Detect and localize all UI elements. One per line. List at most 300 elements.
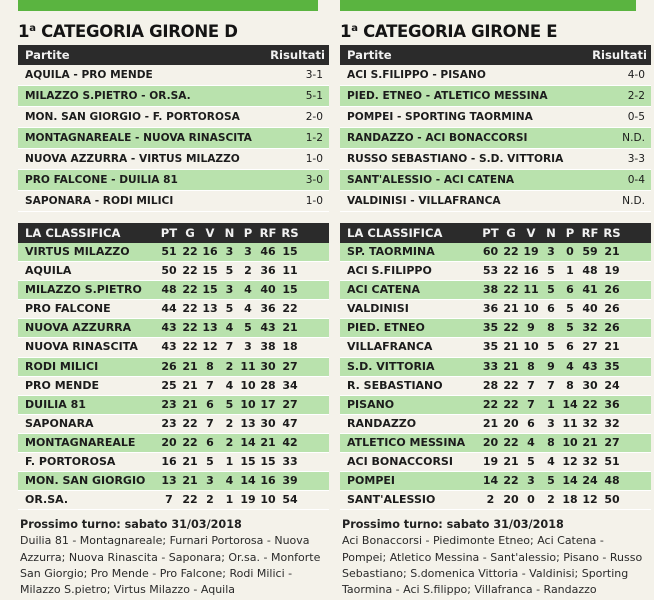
title-text: CATEGORIA GIRONE D (35, 22, 238, 41)
stat-cell: 43 (582, 359, 598, 373)
stat-cell: 7 (225, 340, 234, 354)
stat-cell: 35 (482, 321, 499, 335)
stat-cell: 14 (240, 435, 256, 449)
stat-cell: 22 (182, 493, 198, 507)
stat-cell: 32 (582, 455, 598, 469)
stat-cell: 20 (503, 416, 519, 430)
stat-cell: 8 (566, 378, 574, 392)
stat-cell: 22 (503, 321, 519, 335)
standings-table (18, 243, 329, 510)
next-round-title: Prossimo turno: sabato 31/03/2018 (20, 518, 242, 532)
stat-cell: 6 (527, 416, 535, 430)
stat-cell: 3 (225, 283, 234, 297)
stat-cell: 43 (161, 321, 177, 335)
stat-cell: 47 (282, 416, 298, 430)
matches-header-label: Partite (25, 48, 70, 62)
team-name: ACI CATENA (347, 283, 420, 297)
stat-cell: 7 (206, 378, 214, 392)
standings-title: LA CLASSIFICA (25, 226, 121, 240)
next-round-title: Prossimo turno: sabato 31/03/2018 (342, 518, 564, 532)
stat-cell: 2 (225, 435, 234, 449)
matches-header (340, 45, 651, 65)
stat-cell: 22 (503, 283, 519, 297)
stat-cell: 24 (604, 378, 620, 392)
stat-cell: 6 (206, 435, 214, 449)
stat-cell: 2 (244, 264, 252, 278)
stat-cell: 27 (582, 340, 598, 354)
stat-cell: 40 (260, 283, 276, 297)
standings-col-header: N (546, 226, 556, 240)
match-teams: RANDAZZO - ACI BONACCORSI (347, 132, 528, 144)
stat-cell: 11 (523, 283, 539, 297)
stat-cell: 5 (206, 455, 214, 469)
stat-cell: 59 (582, 245, 598, 258)
top-green-bar-left (18, 0, 318, 11)
stat-cell: 12 (562, 455, 578, 469)
team-name: PIED. ETNEO (347, 321, 425, 335)
team-name: PISANO (347, 397, 395, 411)
stat-cell: 28 (482, 378, 499, 392)
stat-cell: 13 (202, 302, 218, 316)
stat-cell: 25 (161, 378, 177, 392)
stat-cell: 8 (547, 321, 555, 335)
team-name: SP. TAORMINA (347, 245, 435, 258)
stat-cell: 48 (582, 264, 598, 278)
matches-list (340, 65, 651, 212)
match-result: 0-4 (627, 174, 645, 186)
stat-cell: 5 (225, 264, 234, 278)
title-ordinal: a (29, 23, 36, 34)
results-header-label: Risultati (270, 48, 325, 62)
standings-col-header: V (205, 226, 215, 240)
standings-row (340, 415, 651, 434)
stat-cell: 7 (206, 416, 214, 430)
stat-cell: 10 (523, 340, 539, 354)
stat-cell: 22 (582, 397, 598, 411)
stat-cell: 5 (244, 321, 252, 335)
stat-cell: 38 (482, 283, 499, 297)
stat-cell: 7 (547, 378, 555, 392)
stat-cell: 4 (244, 302, 252, 316)
match-result: 0-5 (627, 111, 645, 123)
stat-cell: 39 (282, 474, 298, 488)
match-row (340, 191, 651, 212)
stat-cell: 11 (282, 264, 298, 278)
team-name: PRO FALCONE (25, 302, 111, 316)
stat-cell: 35 (482, 340, 499, 354)
standings-row (18, 472, 329, 491)
stat-cell: 17 (260, 397, 276, 411)
standings-title: LA CLASSIFICA (347, 226, 443, 240)
standings-col-header: G (506, 226, 516, 240)
stat-cell: 6 (206, 397, 214, 411)
match-row (340, 86, 651, 107)
standings-col-header: P (565, 226, 575, 240)
stat-cell: 30 (582, 378, 598, 392)
match-teams: SANT'ALESSIO - ACI CATENA (347, 174, 515, 186)
stat-cell: 44 (161, 302, 177, 316)
standings-row (18, 491, 329, 510)
standings-col-header: RS (281, 226, 299, 240)
standings-row (340, 491, 651, 510)
stat-cell: 1 (225, 493, 234, 507)
top-green-bar-right (340, 0, 636, 11)
stat-cell: 32 (582, 416, 598, 430)
section-title (340, 11, 651, 45)
stat-cell: 15 (282, 245, 298, 258)
stat-cell: 50 (604, 493, 620, 507)
match-teams: ACI S.FILIPPO - PISANO (347, 69, 486, 81)
match-teams: VALDINISI - VILLAFRANCA (347, 195, 501, 207)
stat-cell: 21 (260, 435, 276, 449)
match-result: 3-3 (627, 153, 645, 165)
title-text: CATEGORIA GIRONE E (357, 22, 558, 41)
girone-e-section (340, 11, 651, 599)
stat-cell: 12 (582, 493, 598, 507)
stat-cell: 15 (260, 455, 276, 469)
team-name: AQUILA (25, 264, 72, 278)
match-row (340, 107, 651, 128)
stat-cell: 48 (604, 474, 620, 488)
stat-cell: 41 (582, 283, 598, 297)
stat-cell: 15 (240, 455, 256, 469)
stat-cell: 2 (547, 493, 555, 507)
stat-cell: 4 (566, 359, 574, 373)
stat-cell: 26 (161, 359, 177, 373)
match-result: 3-1 (305, 69, 323, 81)
stat-cell: 0 (527, 493, 535, 507)
stat-cell: 24 (582, 474, 598, 488)
stat-cell: 14 (562, 397, 578, 411)
standings-row (18, 358, 329, 377)
stat-cell: 22 (182, 245, 198, 258)
match-teams: MILAZZO S.PIETRO - OR.SA. (25, 90, 191, 102)
stat-cell: 16 (523, 264, 539, 278)
stat-cell: 7 (165, 493, 173, 507)
stat-cell: 5 (547, 474, 555, 488)
stat-cell: 26 (604, 302, 620, 316)
standings-row (340, 396, 651, 415)
stat-cell: 27 (282, 359, 298, 373)
team-name: RANDAZZO (347, 416, 417, 430)
standings-row (18, 262, 329, 281)
stat-cell: 8 (547, 435, 555, 449)
stat-cell: 3 (206, 474, 214, 488)
stat-cell: 21 (503, 340, 519, 354)
stat-cell: 21 (482, 416, 499, 430)
stat-cell: 32 (604, 416, 620, 430)
results-header-label: Risultati (592, 48, 647, 62)
stat-cell: 4 (244, 283, 252, 297)
match-row (340, 65, 651, 86)
standings-row (340, 262, 651, 281)
stat-cell: 22 (182, 283, 198, 297)
match-row (340, 170, 651, 191)
stat-cell: 10 (562, 435, 578, 449)
stat-cell: 14 (240, 474, 256, 488)
stat-cell: 8 (527, 359, 535, 373)
stat-cell: 22 (503, 264, 519, 278)
stat-cell: 0 (566, 245, 574, 258)
match-result: 2-0 (305, 111, 323, 123)
team-name: ACI S.FILIPPO (347, 264, 432, 278)
stat-cell: 20 (503, 493, 519, 507)
standings-col-header: N (224, 226, 235, 240)
stat-cell: 33 (282, 455, 298, 469)
stat-cell: 34 (282, 378, 298, 392)
stat-cell: 23 (161, 397, 177, 411)
stat-cell: 11 (240, 359, 256, 373)
standings-row (340, 338, 651, 357)
team-name: S.D. VITTORIA (347, 359, 435, 373)
title-ordinal: a (351, 23, 358, 34)
stat-cell: 15 (202, 283, 218, 297)
match-teams: POMPEI - SPORTING TAORMINA (347, 111, 533, 123)
title-number: 1 (18, 22, 30, 41)
stat-cell: 21 (604, 245, 620, 258)
team-name: SANT'ALESSIO (347, 493, 436, 507)
stat-cell: 22 (503, 435, 519, 449)
standings-row (18, 281, 329, 300)
match-teams: SAPONARA - RODI MILICI (25, 195, 174, 207)
matches-list (18, 65, 329, 212)
match-row (18, 107, 329, 128)
stat-cell: 16 (260, 474, 276, 488)
match-row (18, 86, 329, 107)
standings-row (340, 472, 651, 491)
standings-header (340, 223, 651, 243)
stat-cell: 22 (503, 245, 519, 258)
stat-cell: 22 (182, 264, 198, 278)
title-number: 1 (340, 22, 352, 41)
match-result: 5-1 (305, 90, 323, 102)
match-row (18, 191, 329, 212)
stat-cell: 30 (260, 416, 276, 430)
stat-cell: 21 (503, 455, 519, 469)
stat-cell: 27 (282, 397, 298, 411)
stat-cell: 21 (182, 378, 198, 392)
stat-cell: 22 (182, 321, 198, 335)
stat-cell: 16 (161, 455, 177, 469)
stat-cell: 21 (503, 302, 519, 316)
stat-cell: 21 (503, 359, 519, 373)
match-result: N.D. (622, 132, 645, 144)
stat-cell: 21 (604, 340, 620, 354)
stat-cell: 13 (202, 321, 218, 335)
stat-cell: 42 (282, 435, 298, 449)
stat-cell: 5 (547, 283, 555, 297)
stat-cell: 13 (161, 474, 177, 488)
stat-cell: 2 (206, 493, 214, 507)
team-name: F. PORTOROSA (25, 455, 116, 469)
stat-cell: 20 (482, 435, 499, 449)
stat-cell: 51 (161, 245, 177, 258)
standings-row (340, 300, 651, 319)
standings-row (18, 453, 329, 472)
stat-cell: 4 (527, 435, 535, 449)
stat-cell: 8 (206, 359, 214, 373)
stat-cell: 10 (240, 397, 256, 411)
team-name: POMPEI (347, 474, 396, 488)
stat-cell: 43 (161, 340, 177, 354)
match-teams: RUSSO SEBASTIANO - S.D. VITTORIA (347, 153, 564, 165)
match-teams: NUOVA AZZURRA - VIRTUS MILAZZO (25, 153, 240, 165)
stat-cell: 2 (225, 359, 234, 373)
standings-header (18, 223, 329, 243)
stat-cell: 26 (604, 283, 620, 297)
stat-cell: 43 (260, 321, 276, 335)
standings-col-header: RF (581, 226, 599, 240)
stat-cell: 10 (523, 302, 539, 316)
team-name: RODI MILICI (25, 359, 99, 373)
standings-row (340, 377, 651, 396)
stat-cell: 2 (225, 416, 234, 430)
stat-cell: 19 (240, 493, 256, 507)
match-result: 1-2 (305, 132, 323, 144)
standings-col-header: PT (482, 226, 499, 240)
team-name: PRO MENDE (25, 378, 100, 392)
matches-header (18, 45, 329, 65)
stat-cell: 15 (202, 264, 218, 278)
stat-cell: 21 (182, 455, 198, 469)
stat-cell: 14 (562, 474, 578, 488)
match-row (18, 170, 329, 191)
match-teams: AQUILA - PRO MENDE (25, 69, 153, 81)
stat-cell: 5 (547, 264, 555, 278)
stat-cell: 3 (547, 416, 555, 430)
stat-cell: 19 (604, 264, 620, 278)
stat-cell: 9 (527, 321, 535, 335)
stat-cell: 53 (482, 264, 499, 278)
stat-cell: 22 (182, 302, 198, 316)
standings-col-header: V (526, 226, 536, 240)
match-teams: PRO FALCONE - DUILIA 81 (25, 174, 178, 186)
stat-cell: 22 (503, 474, 519, 488)
standings-row (340, 243, 651, 262)
team-name: R. SEBASTIANO (347, 378, 443, 392)
standings-row (18, 415, 329, 434)
stat-cell: 15 (282, 283, 298, 297)
stat-cell: 3 (244, 245, 252, 258)
team-name: VILLAFRANCA (347, 340, 433, 354)
stat-cell: 54 (282, 493, 298, 507)
stat-cell: 5 (527, 455, 535, 469)
stat-cell: 7 (527, 378, 535, 392)
next-round-fixtures: Aci Bonaccorsi - Piedimonte Etneo; Aci Catena - Pompei; Atletico Messina - Sant'alessio; Pisano - Russo Sebastiano; S.domenica Vittoria - Valdinisi; Sporting Taormina - Aci S.filippo; Villafranca - Randazzo (342, 534, 643, 597)
stat-cell: 6 (566, 283, 574, 297)
match-result: 3-0 (305, 174, 323, 186)
stat-cell: 26 (604, 321, 620, 335)
stat-cell: 36 (260, 302, 276, 316)
standings-row (18, 319, 329, 338)
stat-cell: 21 (182, 359, 198, 373)
standings-col-header: PT (160, 226, 178, 240)
team-name: MONTAGNAREALE (25, 435, 136, 449)
stat-cell: 18 (282, 340, 298, 354)
standings-row (18, 396, 329, 415)
stat-cell: 1 (547, 397, 555, 411)
stat-cell: 20 (161, 435, 177, 449)
match-teams: MON. SAN GIORGIO - F. PORTOROSA (25, 111, 240, 123)
stat-cell: 3 (244, 340, 252, 354)
stat-cell: 22 (503, 378, 519, 392)
standings-row (340, 453, 651, 472)
match-teams: MONTAGNAREALE - NUOVA RINASCITA (25, 132, 252, 144)
stat-cell: 9 (547, 359, 555, 373)
stat-cell: 60 (482, 245, 499, 258)
match-result: 1-0 (305, 195, 323, 207)
stat-cell: 36 (482, 302, 499, 316)
stat-cell: 14 (482, 474, 499, 488)
stat-cell: 10 (240, 378, 256, 392)
match-row (18, 128, 329, 149)
stat-cell: 35 (604, 359, 620, 373)
stat-cell: 4 (225, 321, 234, 335)
team-name: VIRTUS MILAZZO (25, 245, 130, 258)
match-result: 2-2 (627, 90, 645, 102)
stat-cell: 5 (225, 302, 234, 316)
stat-cell: 50 (161, 264, 177, 278)
standings-row (340, 434, 651, 453)
stat-cell: 21 (182, 474, 198, 488)
stat-cell: 21 (582, 435, 598, 449)
standings-col-header: RS (603, 226, 621, 240)
team-name: DUILIA 81 (25, 397, 86, 411)
stat-cell: 38 (260, 340, 276, 354)
stat-cell: 18 (562, 493, 578, 507)
stat-cell: 22 (182, 435, 198, 449)
stat-cell: 4 (225, 474, 234, 488)
standings-col-header: G (185, 226, 195, 240)
standings-row (18, 243, 329, 262)
team-name: SAPONARA (25, 416, 94, 430)
standings-row (340, 281, 651, 300)
stat-cell: 19 (482, 455, 499, 469)
stat-cell: 27 (604, 435, 620, 449)
stat-cell: 13 (240, 416, 256, 430)
girone-d-section (18, 11, 329, 599)
stat-cell: 23 (161, 416, 177, 430)
stat-cell: 1 (566, 264, 574, 278)
stat-cell: 4 (225, 378, 234, 392)
stat-cell: 5 (225, 397, 234, 411)
standings-row (18, 300, 329, 319)
next-round-fixtures: Duilia 81 - Montagnareale; Furnari Portorosa - Nuova Azzurra; Nuova Rinascita - Saponara; Or.sa. - Monforte San Giorgio; Pro Mende - Pro Falcone; Rodi Milici - Milazzo S.pietro; Virtus Milazzo - Aquila (20, 534, 321, 597)
stat-cell: 3 (527, 474, 535, 488)
stat-cell: 4 (547, 455, 555, 469)
match-result: 4-0 (627, 69, 645, 81)
match-result: N.D. (622, 195, 645, 207)
stat-cell: 51 (604, 455, 620, 469)
stat-cell: 32 (582, 321, 598, 335)
stat-cell: 6 (547, 302, 555, 316)
match-row (18, 149, 329, 170)
stat-cell: 22 (182, 416, 198, 430)
team-name: MILAZZO S.PIETRO (25, 283, 142, 297)
stat-cell: 11 (562, 416, 578, 430)
match-teams: PIED. ETNEO - ATLETICO MESSINA (347, 90, 548, 102)
stat-cell: 22 (282, 302, 298, 316)
stat-cell: 48 (161, 283, 177, 297)
stat-cell: 10 (260, 493, 276, 507)
match-row (18, 65, 329, 86)
stat-cell: 5 (566, 302, 574, 316)
standings-row (18, 338, 329, 357)
team-name: NUOVA AZZURRA (25, 321, 132, 335)
stat-cell: 7 (527, 397, 535, 411)
stat-cell: 3 (547, 245, 555, 258)
stat-cell: 16 (202, 245, 218, 258)
